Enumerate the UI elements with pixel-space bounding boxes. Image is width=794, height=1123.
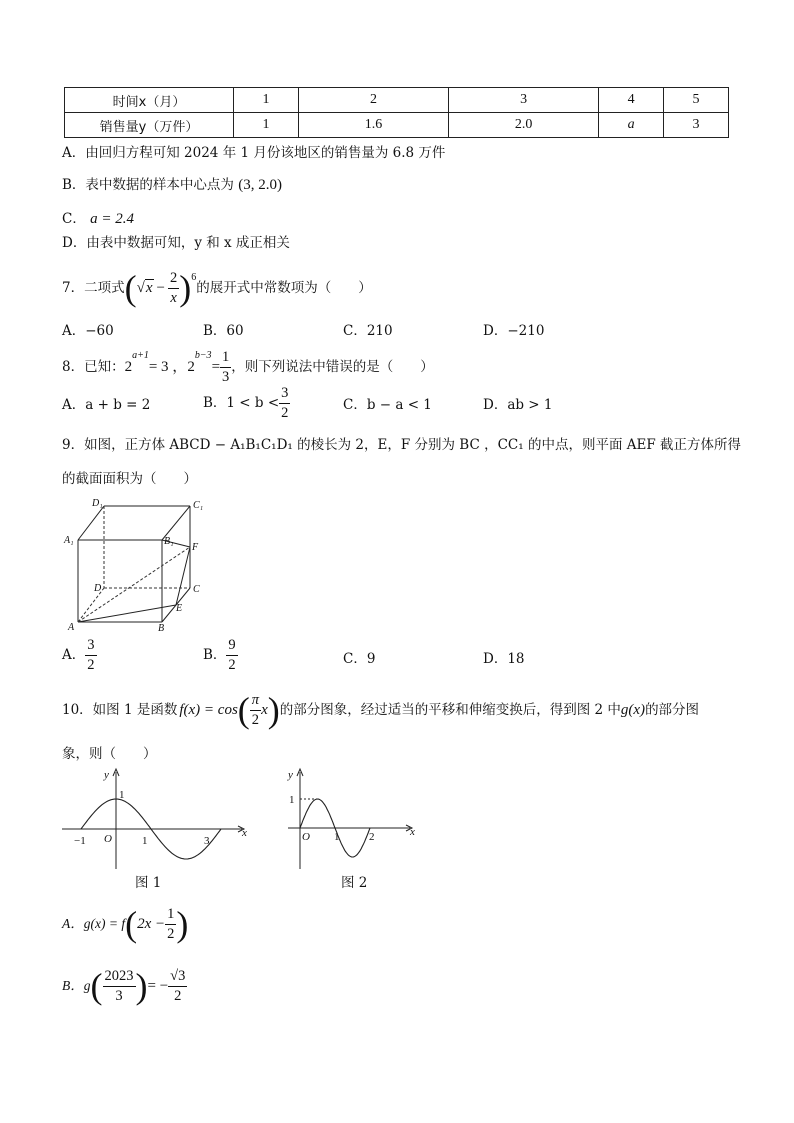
q6-option-b-text: B．表中数据的样本中心点为 [62,177,234,193]
edge-b1c1 [162,506,190,540]
sqrt-radicand: x [145,279,153,296]
fraction [250,693,261,727]
label-d: D [94,583,102,594]
q7-stem [62,270,372,306]
table-cell: 3 [664,113,729,138]
y-label: y [104,769,109,781]
q9-option-a [62,638,97,672]
left-paren: ( [90,966,103,1006]
q9-option-d: D．18 [483,651,525,667]
table-row [65,113,729,138]
figure-1-caption: 图 1 [135,875,162,891]
q8-stem-suffix: ，则下列说法中错误的是（ ） [231,358,434,375]
origin-label: O [302,831,310,843]
x-label: x [410,826,415,838]
table-cell: 2.0 [449,113,599,138]
equation-rhs: = 3 ， [148,358,188,375]
q6-option-b-math: (3, 2.0) [238,177,282,193]
denominator: 2 [87,656,95,673]
q7-option-b: B．60 [203,323,244,339]
base-two: 2 [187,358,195,375]
fraction [226,638,237,672]
q7-stem-suffix: 的展开式中常数项为（ ） [196,279,372,296]
q10-option-a [62,906,188,942]
right-paren: ) [179,268,192,308]
option-b-text: B．g [62,977,91,993]
label-d1: D₁ [92,498,103,509]
numerator: √3 [168,969,187,987]
fraction [165,907,176,941]
q10-stem-prefix: 10．如图 1 是函数 [62,701,178,718]
numerator: 3 [279,386,290,404]
denominator: 3 [115,987,123,1004]
label-a1: A₁ [64,535,74,546]
q8-option-b [203,386,290,420]
q6-option-a: A．由回归方程可知 2024 年 1 月份该地区的销售量为 6.8 万件 [62,145,446,161]
exponent: a+1 [132,350,149,361]
function-g: g(x) [620,701,646,718]
minus-sign: − [156,279,165,296]
left-paren: ( [124,268,137,308]
denominator: 3 [222,368,230,385]
numerator: 9 [226,638,237,656]
left-paren: ( [237,690,250,730]
fraction [168,271,179,305]
label-c1: C₁ [193,500,204,511]
tick-label: 1 [334,831,340,843]
fraction [168,969,187,1003]
q6-option-c [62,211,134,228]
y-label: y [288,769,293,781]
tick-label: 1 [289,794,295,806]
tick-label: 1 [119,789,125,801]
q9-stem-line1: 9．如图，正方体 ABCD − A₁B₁C₁D₁ 的棱长为 2，E，F 分别为 BC ，CC₁ 的中点，则平面 AEF 截正方体所得 [62,437,742,453]
exponent: b−3 [194,350,212,361]
q8-option-a: A．a + b = 2 [62,397,151,413]
tick-label: 2 [369,831,375,843]
q6-option-d: D．由表中数据可知，y 和 x 成正相关 [62,235,290,251]
numerator: 1 [165,907,176,925]
edge-a1d1 [78,506,104,540]
label-e: E [176,603,183,614]
sales-table [64,87,729,138]
right-paren: ) [135,966,148,1006]
q8-option-c: C．b − a < 1 [343,397,432,413]
label-b1: B₁ [164,536,174,547]
option-a-text: A．g(x) = f [62,915,126,931]
equals-sign: = [211,358,221,375]
numerator: 3 [85,638,96,656]
q8-option-b-text: B．1 < b < [203,394,280,411]
denominator: 2 [251,711,260,728]
denominator: 2 [281,404,289,421]
label-a: A [68,622,75,633]
tick-label: 1 [142,835,148,847]
tick-label: 3 [204,835,210,847]
table-cell: 3 [449,88,599,113]
q7-option-d: D．−210 [483,323,545,339]
table-cell: 4 [599,88,664,113]
figure-2-caption: 图 2 [341,875,368,891]
table-cell: a [599,113,664,138]
table-cell: 5 [664,88,729,113]
q8-stem [62,350,434,384]
q10-stem-middle: 的部分图象，经过适当的平移和伸缩变换后，得到图 2 中 [279,701,621,718]
q10-stem-line1 [62,692,699,728]
q6-option-b [62,177,282,194]
denominator: 2 [228,656,236,673]
base-two: 2 [124,358,133,375]
table-cell: 时间x（月） [65,88,234,113]
cube-figure [62,494,212,634]
table-cell: 1.6 [298,113,448,138]
label-f: F [192,542,199,553]
denominator: x [170,289,177,306]
q8-stem-prefix: 8．已知： [62,358,125,375]
right-paren: ) [176,904,189,944]
option-label: B． [203,646,227,663]
denominator: 2 [167,925,175,942]
q10-option-b [62,968,187,1004]
equals-sign: = − [147,977,169,994]
fraction [279,386,290,420]
table-cell: 销售量y（万件） [65,113,234,138]
table-row [65,88,729,113]
q10-stem-end: 的部分图 [645,701,700,718]
variable-x: x [261,701,268,718]
figure-2-graph [282,764,422,879]
q10-stem-line2: 象，则（ ） [62,746,157,762]
q6-option-c-math: a = 2.4 [90,211,135,227]
function-f: f(x) = cos [179,701,238,718]
q9-stem-line2: 的截面面积为（ ） [62,471,197,487]
left-paren: ( [125,904,138,944]
numerator: 2 [168,271,179,289]
x-label: x [242,827,247,839]
exponent: 6 [191,272,197,283]
q7-stem-prefix: 7．二项式 [62,279,125,296]
fraction [220,350,231,384]
inner-expr: 2x − [137,915,166,932]
numerator: π [250,693,261,711]
table-cell: 1 [234,88,299,113]
segment-ae [78,605,176,622]
tick-label: −1 [74,835,86,847]
q7-option-a: A．−60 [62,323,114,339]
q6-option-c-label: C． [62,211,86,227]
fraction [103,969,136,1003]
sqrt-expr: √x [136,279,153,296]
q9-option-b [203,638,238,672]
q8-option-d: D．ab > 1 [483,397,553,413]
right-paren: ) [267,690,280,730]
figure-1-graph [62,764,252,879]
fraction [85,638,96,672]
option-label: A． [62,646,86,663]
label-b: B [158,623,165,634]
numerator: 1 [220,350,231,368]
numerator: 2023 [103,969,136,987]
label-c: C [193,584,200,595]
q9-option-c: C．9 [343,651,376,667]
q7-option-c: C．210 [343,323,393,339]
denominator: 2 [174,987,182,1004]
table-cell: 1 [234,113,299,138]
table-cell: 2 [298,88,448,113]
origin-label: O [104,833,112,845]
